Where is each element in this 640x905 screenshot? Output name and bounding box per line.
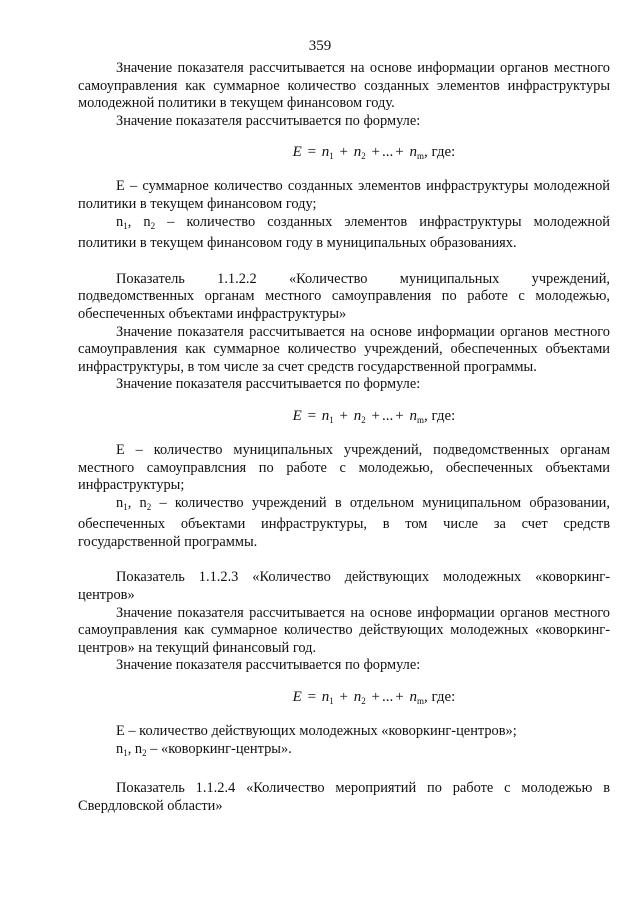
page-content xyxy=(78,60,610,815)
var-subscript: 2 xyxy=(146,501,152,512)
formula-suffix: , где: xyxy=(423,407,456,424)
formula-plus: + xyxy=(371,407,380,424)
var-subscript: 1 xyxy=(123,747,128,758)
formula-plus: + xyxy=(395,689,404,706)
formula-var: n xyxy=(321,144,330,161)
formula-plus: + xyxy=(339,689,349,706)
formula-equals: = xyxy=(307,144,317,161)
paragraph: Значение показателя рассчитывается по формуле: xyxy=(116,376,421,393)
paragraph-text: – «коворкинг-центры». xyxy=(146,740,292,757)
formula-dots: ... xyxy=(381,144,394,161)
formula-subscript: 2 xyxy=(361,414,366,425)
var-n: n xyxy=(116,213,124,230)
var-subscript: 2 xyxy=(150,220,156,231)
spacer xyxy=(78,762,610,780)
formula-plus: + xyxy=(395,407,404,424)
formula-equals: = xyxy=(307,689,317,706)
formula-lhs: E xyxy=(292,144,302,161)
var-n: n xyxy=(139,494,147,511)
formula-lhs: E xyxy=(292,407,302,424)
formula-subscript: 2 xyxy=(361,696,366,707)
paragraph: Значение показателя рассчитывается по формуле: xyxy=(116,657,421,674)
formula-subscript: 1 xyxy=(329,696,334,707)
formula-suffix: , где: xyxy=(423,144,456,161)
formula-lhs: E xyxy=(292,689,302,706)
var-n: n xyxy=(143,213,151,230)
var-n: n xyxy=(116,740,124,757)
formula-subscript: 1 xyxy=(329,151,334,162)
formula-plus: + xyxy=(339,144,349,161)
paragraph: Значение показателя рассчитывается на основе информации органов местного самоуправления как суммарное количество учреждений, обеспеченных объектами инфраструктуры, в том числе за счет средств государственной программы. xyxy=(78,323,610,375)
paragraph: Значение показателя рассчитывается на основе информации органов местного самоуправления как суммарное количество действующих молодежных «коворкинг-центров» на текущий финансовый год. xyxy=(78,604,610,656)
var-separator: , xyxy=(127,494,140,511)
formula-plus: + xyxy=(371,689,380,706)
spacer xyxy=(78,551,610,569)
formula-subscript: 1 xyxy=(329,414,334,425)
paragraph-text: – количество созданных элементов инфраструктуры молодежной политики в текущем финансовом году в муниципальных образованиях. xyxy=(78,213,610,252)
var-subscript: 1 xyxy=(123,220,128,231)
formula-var: n xyxy=(353,407,362,424)
paragraph xyxy=(78,741,610,763)
formula xyxy=(78,687,610,711)
spacer xyxy=(78,253,610,271)
paragraph: Значение показателя рассчитывается по формуле: xyxy=(116,112,421,129)
formula-var: n xyxy=(321,407,330,424)
formula-var: n xyxy=(353,144,362,161)
formula-plus: + xyxy=(339,407,349,424)
formula-dots: ... xyxy=(381,407,394,424)
paragraph: E – количество муниципальных учреждений, подведомственных органам местного самоуправлсния по работе с молодежью, обеспеченных объектами инфраструктуры; xyxy=(78,441,610,494)
paragraph xyxy=(78,495,610,552)
formula-var: n xyxy=(321,689,330,706)
formula-var: n xyxy=(409,689,417,706)
var-subscript: 1 xyxy=(123,501,128,512)
formula-suffix: , где: xyxy=(423,689,456,706)
formula xyxy=(78,406,610,430)
formula-equals: = xyxy=(307,407,317,424)
paragraph xyxy=(78,214,610,253)
formula-subscript: m xyxy=(416,151,424,162)
paragraph-text: – количество учреждений в отдельном муниципальном образовании, обеспеченных объектами инфраструктуры, в том числе за счет средств государственной программы. xyxy=(78,494,610,550)
var-n: n xyxy=(116,494,124,511)
var-n: n xyxy=(134,740,143,757)
formula xyxy=(78,142,610,166)
formula-dots: ... xyxy=(381,689,394,706)
formula-subscript: m xyxy=(416,414,424,425)
indicator-heading: Показатель 1.1.2.2 «Количество муниципальных учреждений, подведомственных органам местного самоуправления по работе с молодежью, обеспеченных объектами инфраструктуры» xyxy=(78,270,610,322)
var-separator: , xyxy=(127,213,144,230)
formula-plus: + xyxy=(395,144,404,161)
formula-subscript: 2 xyxy=(361,151,366,162)
formula-var: n xyxy=(409,144,417,161)
page-number: 359 xyxy=(308,38,332,54)
paragraph: E – суммарное количество созданных элементов инфраструктуры молодежной политики в текущем финансовом году; xyxy=(78,178,610,212)
indicator-heading: Показатель 1.1.2.3 «Количество действующих молодежных «коворкинг-центров» xyxy=(78,569,610,604)
paragraph: Значение показателя рассчитывается на основе информации органов местного самоуправления как суммарное количество созданных элементов инфраструктуры молодежной политики в текущем финансовом году. xyxy=(78,60,610,112)
paragraph: E – количество действующих молодежных «коворкинг-центров»; xyxy=(116,723,517,740)
var-subscript: 2 xyxy=(142,747,147,758)
indicator-heading: Показатель 1.1.2.4 «Количество мероприятий по работе с молодежью в Свердловской области» xyxy=(78,780,610,814)
formula-var: n xyxy=(409,407,417,424)
formula-var: n xyxy=(353,689,362,706)
formula-plus: + xyxy=(371,144,380,161)
formula-subscript: m xyxy=(416,696,424,707)
var-separator: , xyxy=(127,740,135,757)
